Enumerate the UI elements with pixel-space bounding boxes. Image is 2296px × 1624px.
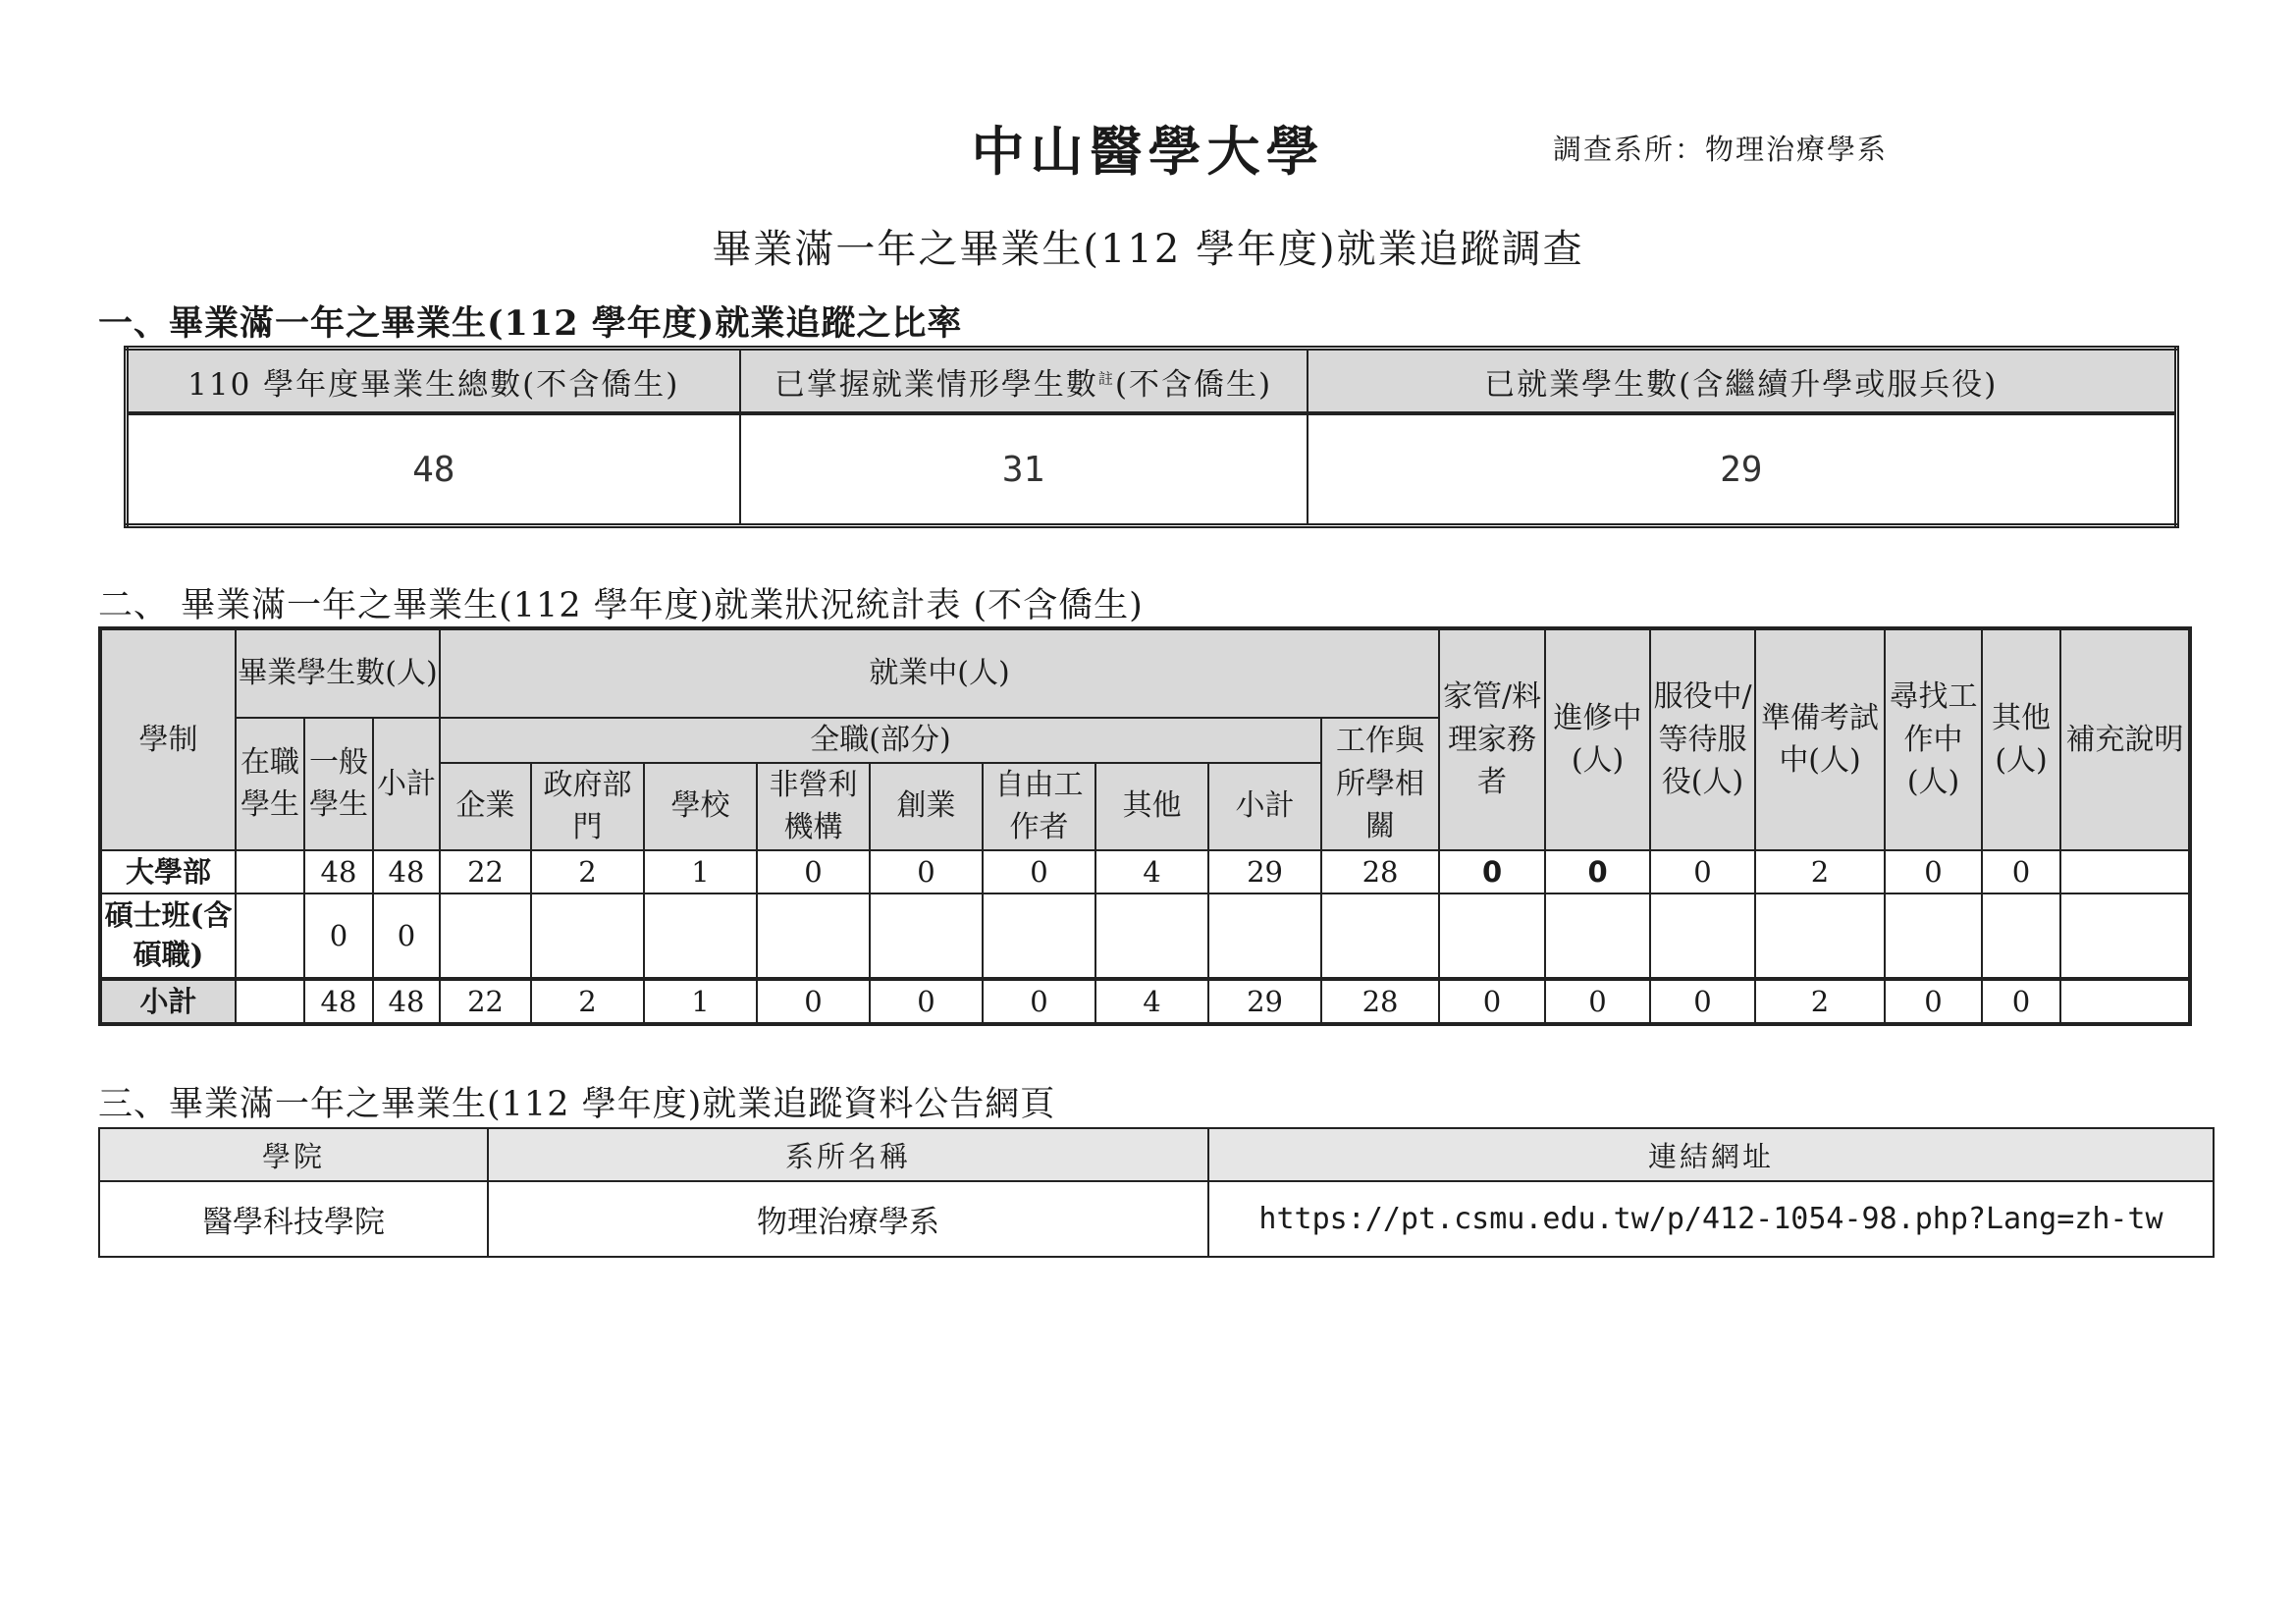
cell-remarks	[2060, 850, 2190, 893]
cell-employed-subtotal	[1208, 893, 1321, 979]
cell-employed-subtotal: 29	[1208, 979, 1321, 1024]
note-mark: 註	[1097, 369, 1115, 388]
cell-school	[644, 893, 757, 979]
cell-freelance	[983, 893, 1095, 979]
employment-status-table	[98, 626, 2192, 1026]
header-homemaker: 家管/料理家務者	[1439, 628, 1545, 850]
cell-job-seeking	[1885, 893, 1982, 979]
header-employed: 就業中(人)	[440, 628, 1439, 718]
header-tracked-grads	[740, 349, 1308, 414]
cell-enterprise: 22	[440, 850, 531, 893]
cell-government: 2	[531, 850, 644, 893]
cell-military: 0	[1650, 979, 1755, 1024]
cell-exam-prep: 2	[1755, 979, 1885, 1024]
header-total-grads: 110 學年度畢業生總數(不含僑生)	[127, 349, 740, 414]
header-employed-grads: 已就業學生數(含繼續升學或服兵役)	[1308, 349, 2177, 414]
cell-grad-subtotal: 0	[373, 893, 440, 979]
row-label: 大學部	[100, 850, 236, 893]
section3-title: 三、畢業滿一年之畢業生(112 學年度)就業追蹤資料公告網頁	[98, 1085, 1056, 1124]
header-college: 學院	[99, 1128, 488, 1181]
cell-other-employment: 4	[1095, 979, 1208, 1024]
header-fulltime: 全職(部分)	[440, 718, 1321, 763]
cell-work-related	[1321, 893, 1439, 979]
cell-general: 0	[304, 893, 373, 979]
value-college: 醫學科技學院	[99, 1181, 488, 1257]
cell-in-service	[236, 979, 304, 1024]
department-label: 調查系所：物理治療學系	[1553, 133, 1889, 166]
cell-work-related: 28	[1321, 979, 1439, 1024]
header-school-system: 學制	[100, 628, 236, 850]
table-row	[100, 979, 2190, 1024]
cell-grad-subtotal: 48	[373, 850, 440, 893]
cell-other	[1982, 893, 2060, 979]
header-freelance: 自由工作者	[983, 763, 1095, 850]
cell-general: 48	[304, 979, 373, 1024]
header-general: 一般學生	[304, 718, 373, 850]
cell-other: 0	[1982, 850, 2060, 893]
cell-enterprise: 22	[440, 979, 531, 1024]
cell-nonprofit: 0	[757, 979, 870, 1024]
section2-title: 二、 畢業滿一年之畢業生(112 學年度)就業狀況統計表 (不含僑生)	[98, 586, 1144, 625]
header-military: 服役中/等待服役(人)	[1650, 628, 1755, 850]
cell-studying	[1545, 893, 1650, 979]
cell-school: 1	[644, 979, 757, 1024]
header-job-seeking: 尋找工作中(人)	[1885, 628, 1982, 850]
cell-government	[531, 893, 644, 979]
table-row	[100, 893, 2190, 979]
cell-startup	[870, 893, 983, 979]
cell-employed-subtotal: 29	[1208, 850, 1321, 893]
value-total-grads: 48	[127, 413, 740, 526]
header-nonprofit: 非營利機構	[757, 763, 870, 850]
header-other-employment: 其他	[1095, 763, 1208, 850]
cell-military: 0	[1650, 850, 1755, 893]
cell-in-service	[236, 850, 304, 893]
employment-rate-table	[124, 346, 2179, 528]
cell-studying: 0	[1545, 850, 1650, 893]
university-title: 中山醫學大學	[971, 121, 1325, 183]
cell-work-related: 28	[1321, 850, 1439, 893]
cell-grad-subtotal: 48	[373, 979, 440, 1024]
header-employed-subtotal: 小計	[1208, 763, 1321, 850]
cell-enterprise	[440, 893, 531, 979]
header-school: 學校	[644, 763, 757, 850]
value-tracked-grads: 31	[740, 413, 1308, 526]
header-other: 其他(人)	[1982, 628, 2060, 850]
cell-general: 48	[304, 850, 373, 893]
value-department-name: 物理治療學系	[488, 1181, 1208, 1257]
cell-startup: 0	[870, 850, 983, 893]
cell-homemaker: 0	[1439, 850, 1545, 893]
header-startup: 創業	[870, 763, 983, 850]
cell-job-seeking: 0	[1885, 979, 1982, 1024]
cell-exam-prep: 2	[1755, 850, 1885, 893]
header-studying: 進修中(人)	[1545, 628, 1650, 850]
header-in-service: 在職學生	[236, 718, 304, 850]
cell-homemaker: 0	[1439, 979, 1545, 1024]
cell-remarks	[2060, 979, 2190, 1024]
header-tracked-suffix: (不含僑生)	[1114, 366, 1273, 403]
header-tracked-label: 已掌握就業情形學生數	[774, 366, 1098, 403]
cell-military	[1650, 893, 1755, 979]
header-grad-subtotal: 小計	[373, 718, 440, 850]
cell-other: 0	[1982, 979, 2060, 1024]
header-government: 政府部門	[531, 763, 644, 850]
cell-in-service	[236, 893, 304, 979]
cell-job-seeking: 0	[1885, 850, 1982, 893]
cell-school: 1	[644, 850, 757, 893]
cell-government: 2	[531, 979, 644, 1024]
header-remarks: 補充說明	[2060, 628, 2190, 850]
cell-freelance: 0	[983, 850, 1095, 893]
cell-studying: 0	[1545, 979, 1650, 1024]
cell-other-employment	[1095, 893, 1208, 979]
header-link-url: 連結網址	[1208, 1128, 2214, 1181]
cell-exam-prep	[1755, 893, 1885, 979]
header-grad-count: 畢業學生數(人)	[236, 628, 440, 718]
survey-title: 畢業滿一年之畢業生(112 學年度)就業追蹤調查	[712, 227, 1584, 272]
cell-other-employment: 4	[1095, 850, 1208, 893]
cell-nonprofit: 0	[757, 850, 870, 893]
header-work-related: 工作與所學相關	[1321, 718, 1439, 850]
table-row	[100, 850, 2190, 893]
section1-title: 一、畢業滿一年之畢業生(112 學年度)就業追蹤之比率	[98, 303, 963, 344]
row-label: 碩士班(含碩職)	[100, 893, 236, 979]
cell-nonprofit	[757, 893, 870, 979]
row-label: 小計	[100, 979, 236, 1024]
header-exam-prep: 準備考試中(人)	[1755, 628, 1885, 850]
announcement-webpage-table	[98, 1127, 2215, 1258]
cell-startup: 0	[870, 979, 983, 1024]
value-employed-grads: 29	[1308, 413, 2177, 526]
header-enterprise: 企業	[440, 763, 531, 850]
cell-homemaker	[1439, 893, 1545, 979]
announcement-link[interactable]: https://pt.csmu.edu.tw/p/412-1054-98.php?Lang=zh-tw	[1208, 1181, 2214, 1257]
header-department-name: 系所名稱	[488, 1128, 1208, 1181]
cell-freelance: 0	[983, 979, 1095, 1024]
cell-remarks	[2060, 893, 2190, 979]
